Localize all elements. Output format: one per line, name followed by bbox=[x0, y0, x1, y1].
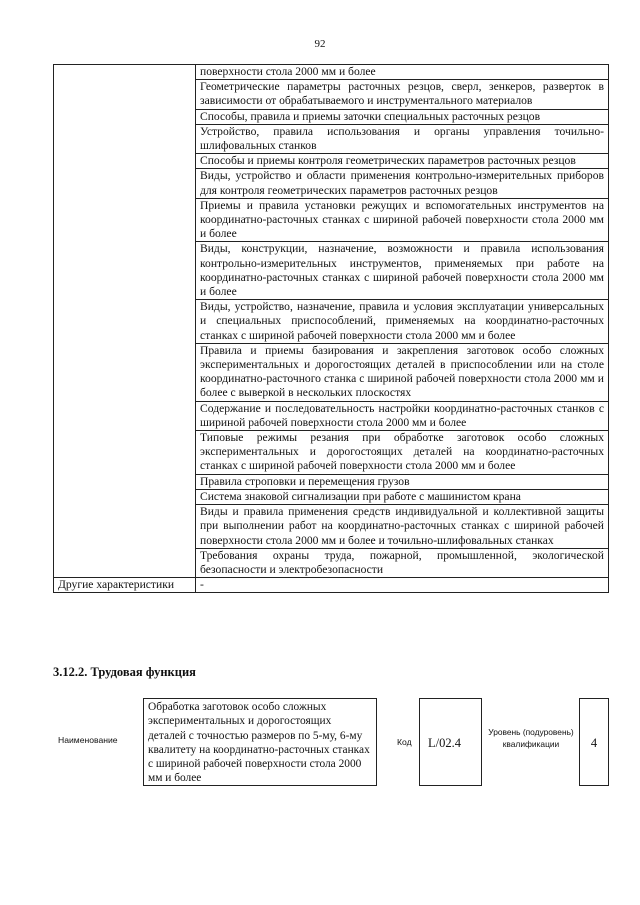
requirement-item: Приемы и правила установки режущих и вспомогательных инструментов на координатно-расточных станках с шириной рабочей поверхности стола 2000 мм и более bbox=[196, 198, 609, 242]
requirement-item: Виды, конструкции, назначение, возможности и правила использования контрольно-измерительных инструментов, применяемых при работе на координатно-расточных станках с шириной рабочей поверхности стола 2000 мм и более bbox=[196, 242, 609, 300]
requirement-item: Типовые режимы резания при обработке заготовок особо сложных экспериментальных и дорогостоящих деталей на координатно-расточных станках с шириной рабочей поверхности стола 2000 мм и более bbox=[196, 431, 609, 475]
requirement-item: Виды, устройство и области применения контрольно-измерительных приборов для контроля геометрических параметров расточных резцов bbox=[196, 169, 609, 198]
requirement-item: Виды и правила применения средств индивидуальной и коллективной защиты при выполнении работ на координатно-расточных станках с шириной рабочей поверхности стола 2000 мм и более и точильно-шлифовальных станках bbox=[196, 505, 609, 549]
other-characteristics-row bbox=[54, 578, 609, 593]
requirement-item: Устройство, правила использования и органы управления точильно-шлифовальных станков bbox=[196, 124, 609, 153]
other-characteristics-value: - bbox=[196, 578, 609, 593]
requirement-item: Требования охраны труда, пожарной, промышленной, экологической безопасности и электробезопасности bbox=[196, 548, 609, 577]
code-value-box: L/02.4 bbox=[419, 698, 482, 786]
other-characteristics-label: Другие характеристики bbox=[54, 578, 196, 593]
code-label: Код bbox=[397, 737, 412, 747]
function-name-box: Обработка заготовок особо сложных экспериментальных и дорогостоящих деталей с точностью размеров по 5-му, 6-му квалитету на координатно-расточных станках с шириной рабочей поверхности стола 2000 мм и более bbox=[143, 698, 377, 786]
requirement-item: поверхности стола 2000 мм и более bbox=[196, 65, 609, 80]
requirement-item: Система знаковой сигнализации при работе с машинистом крана bbox=[196, 489, 609, 504]
knowledge-requirements-table bbox=[53, 64, 609, 593]
requirement-item: Правила строповки и перемещения грузов bbox=[196, 474, 609, 489]
qualification-level-label: Уровень (подуровень) квалификации bbox=[488, 727, 574, 749]
section-title: 3.12.2. Трудовая функция bbox=[53, 665, 196, 679]
category-cell bbox=[54, 65, 196, 578]
requirement-item: Правила и приемы базирования и закрепления заготовок особо сложных экспериментальных и дорогостоящих деталей в приспособлении или на столе координатно-расточного станка с шириной рабочей поверхности стола 2000 мм и более с выверкой в нескольких плоскостях bbox=[196, 343, 609, 401]
page-number: 92 bbox=[314, 38, 326, 50]
requirement-item: Геометрические параметры расточных резцов, сверл, зенкеров, разверток в зависимости от обрабатываемого и инструментального материалов bbox=[196, 80, 609, 109]
table-row bbox=[54, 65, 609, 80]
requirement-item: Виды, устройство, назначение, правила и условия эксплуатации универсальных и специальных приспособлений, применяемых на координатно-расточных станках с шириной рабочей поверхности стола 2000 мм и более bbox=[196, 300, 609, 344]
requirement-item: Способы, правила и приемы заточки специальных расточных резцов bbox=[196, 109, 609, 124]
requirement-item: Содержание и последовательность настройки координатно-расточных станков с шириной рабочей поверхности стола 2000 мм и более bbox=[196, 401, 609, 430]
requirement-item: Способы и приемы контроля геометрических параметров расточных резцов bbox=[196, 154, 609, 169]
qualification-level-box: 4 bbox=[579, 698, 609, 786]
name-label: Наименование bbox=[58, 735, 118, 745]
